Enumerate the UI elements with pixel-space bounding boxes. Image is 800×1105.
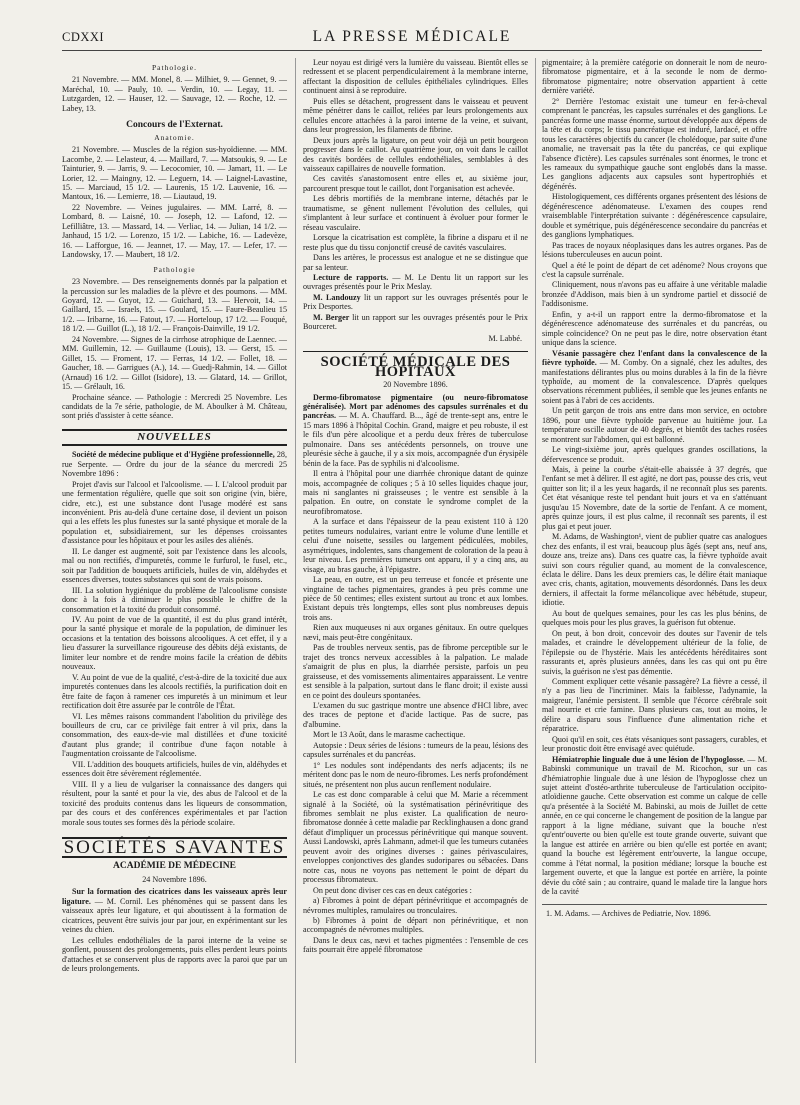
section-date: 20 Novembre 1896. — [383, 380, 448, 390]
paragraph: Quoi qu'il en soit, ces états vésaniques sont passagers, curables, et leur pronostic doit être envisagé avec quiétude. — [542, 734, 767, 754]
article-text: — M. Le Dentu lit un rapport sur les ouvrages présentés pour le Prix Meslay. — [303, 272, 529, 292]
paragraph: Les cellules endothéliales de la paroi interne de la veine se gonflent, poussent des prolongements, puis elles perdent leurs points d'attaches et se conservent plus de rapports avec la paroi que par un de leurs prolongements. — [62, 935, 287, 973]
article-text: 28, rue Serpente. — Ordre du jour de la séance du mercredi 25 Novembre 1896 : — [62, 450, 287, 479]
section-heading: SOCIÉTÉ MÉDICALE DES HOPITAUX — [303, 351, 528, 377]
paragraph: Pas de troubles nerveux sentis, pas de fibrome perceptible sur le trajet des troncs nerveux accessibles à la palpation. Le malade s'amaigrit de plus en plus, la diarrhée persiste, parfois un peu graisseuse, et des vomissements alimentaires apparaissent. Le ventre est sensible à la palpation, surtout dans le flanc droit; il existe aussi en ce point des douleurs spontanées. — [303, 643, 528, 700]
paragraph: 21 Novembre. — Muscles de la région sus-hyoïdienne. — MM. Lacombe, 2. — Lelasteur, 4. — Maillard, 7. — Matsoukis, 9. — Le Tainturier, 9. — Jarris, 9. — Lecocomier, 10. — Jamart, 11. — Le Lorier, 12. — Maingny, 12. — Leguern, 14. — Laignel-Lavastine, 15. — Marciaud, 15 1/2. — Laurenis, 15 1/2. Lauvenie, 16. — Mantoux, 16. — Lemierre, 18. — Liautaud, 19. — [62, 145, 287, 202]
paragraph: Le vingt-sixième jour, après quelques grandes oscillations, la défervescence se produit. — [542, 445, 767, 464]
section-heading: Concours de l'Externat. — [126, 120, 223, 131]
paragraph: On peut, à bon droit, concevoir des doutes sur l'avenir de tels malades, et craindre le développement ultérieur de la folie, de l'épilepsie ou de l'hystérie. Mais les antécédents héréditaires sont rassurants et, après plusieurs années, dans les cas qui ont pu être suivis, la guérison ne s'est pas démentie. — [542, 628, 767, 676]
paragraph: II. Le danger est augmenté, soit par l'existence dans les alcools, mal ou non rectifiés, d'impuretés, comme le furfurol, le fusel, etc., soit par l'addition de bouquets artificiels, huiles de vin, aldéhydes et essences diverses, toutes substances qui sont de vrais poisons. — [62, 546, 287, 585]
section-heading: Pathologie. — [152, 63, 197, 72]
paragraph: Lorsque la cicatrisation est complète, la fibrine a disparu et il ne reste plus que du tissu conjonctif creusé de cavités vasculaires. — [303, 233, 528, 252]
paragraph: Puis elles se détachent, progressent dans le vaisseau et peuvent même pénétrer dans le caillot, reliées par leurs prolongements aux cellules encore attachées à la paroi interne de la veine, et suivant, dans leur progression, les filaments de fibrine. — [303, 96, 528, 135]
paragraph: 2° Derrière l'estomac existait une tumeur en fer-à-cheval comprenant le pancréas, les capsules surrénales et des ganglions. Le pancréas forme une masse énorme, surtout développée aux dépens de la tête et du corps; le tissu pancréatique est induré, lardacé, et offre tous les caractères objectifs du cancer (le cholédoque, par suite d'une anomalie, ne traversait pas la tête du pancréas, ce qui explique l'absence d'ictère). Les capsules surrénales sont énormes, le tronc et les rameaux du sympathique gauche sont englobés dans la masse. Les ganglions adjacents aux capsules sont hypertrophiés et dégénérés. — [542, 96, 767, 191]
article-title: Sur la formation des cicatrices dans les vaisseaux après leur ligature. — [62, 887, 287, 906]
paragraph: La peau, en outre, est un peu terreuse et foncée et présente une vingtaine de taches pigmentaires, grandes à peu près comme une pièce de 50 centimes; elles existent surtout au tronc et aux lombes. Existant depuis très longtemps, elles sont plus nombreuses depuis trois ans. — [303, 575, 528, 622]
speaker-name: M. Landouzy — [313, 292, 361, 302]
column-divider — [535, 58, 536, 1063]
header-rule — [62, 50, 762, 51]
subsection-heading: Anatomie. — [154, 132, 195, 142]
paragraph: Mort le 13 Août, dans le marasme cachectique. — [313, 730, 466, 740]
paragraph: M. Adams, de Washington¹, vient de publier quatre cas analogues chez des enfants, il est vrai, beaucoup plus âgés (sept ans, neuf ans, douze ans, treize ans). Dans ces quatre cas, la fièvre typhoïde avait suivi son cours régulier quand, au moment de la convalescence, éclata le délire. Dans les deux premiers cas, le délire était maniaque avec cris, chants, agitation, mouvements désordonnés. Dans les deux derniers, il affectait la forme mélancolique avec hébétude, stupeur, idiotie. — [542, 532, 767, 608]
paragraph: Leur noyau est dirigé vers la lumière du vaisseau. Bientôt elles se redressent et se placent perpendiculairement à la membrane interne, affectant la disposition de cellules épithéliales cylindriques. Elles continuent ainsi à se reproduire. — [303, 58, 528, 96]
paragraph: 1° Les nodules sont indépendants des nerfs adjacents; ils ne méritent donc pas le nom de neuro-fibromes. Les nerfs profondément situés, ne présentent non plus aucun renflement nodulaire. — [303, 760, 528, 789]
paragraph: Pas traces de noyaux néoplasiques dans les autres organes. Pas de lésions tuberculeuses en aucun point. — [542, 240, 767, 260]
paragraph: 21 Novembre. — MM. Monel, 8. — Milhiet, 9. — Gennet, 9. — Maréchal, 10. — Pauly, 10. — Verdin, 10. — Legay, 11. — Lutzgarden, 12. — Hauser, 12. — Sauvage, 12. — Roche, 12. — Labey, 13. — [62, 75, 287, 113]
article-title: Hémiatrophie linguale due à une lésion de l'hypoglosse. — [552, 754, 745, 764]
paragraph: 23 Novembre. — Des renseignements donnés par la palpation et la percussion sur les maladies de la plèvre et des poumons. — MM. Goyard, 12. — Guyot, 12. — Guichard, 13. — Hervoit, 14. — Gaillard, 15. — Israels, 15. — Goulard, 15. — Faure-Beaulieu 15 1/2. — Iribarne, 16. — Fatout, 17. — Horteloup, 17 1/2. — Fouqué, 18 1/2. — Guillot (L.), 18 1/2. — François-Dainville, 19 1/2. — [62, 277, 287, 334]
article-text: lit un rapport sur les ouvrages présentés pour le Prix Desportes. — [303, 292, 528, 312]
column-divider — [295, 58, 296, 1063]
paragraph — [542, 755, 767, 897]
article-text: — M. Babinski communique un travail de M. Ricochon, sur un cas d'hémiatrophie linguale due à une lésion de l'hypoglosse chez un sujet atteint d'ostéo-arthrite tuberculeuse de l'articulation occipito-atloïdienne gauche. Cette observation est comme un calque de celle qu'a présentée à la Société M. Babinski, au mois de Juillet de cette année, en ce qui concerne le changement de position de la langue par rapport à la ligne médiane, suivant que la bouche n'est qu'entr'ouverte ou bien qu'elle est toute grande ouverte, suivant que la langue est attirée en arrière ou bien qu'elle est portée en avant; quand la bouche est légèrement entr'ouverte, la langue occupe, comme à l'état normal, la position médiane; lorsque la bouche est largement ouverte, et que la langue est portée en arrière, la pointe dévie du côté sain ; au contraire, quand le malade tire la langue hors de la cavité — [542, 754, 767, 896]
paragraph: Il entra à l'hôpital pour une diarrhée chronique datant de quinze mois, accompagnée de coliques ; 5 à 10 selles liquides chaque jour, mais ni sanglantes ni graisseuses ; le ventre est sensible à la palpation. En outre, on constate le syndrome complet de la neurofibromatose. — [303, 469, 528, 516]
journal-title: LA PRESSE MÉDICALE — [312, 28, 512, 45]
paragraph — [303, 393, 528, 469]
paragraph: b) Fibromes à point de départ non périnévritique, et non accompagnés de névromes multiples. — [303, 915, 528, 935]
paragraph: pigmentaire; à la première catégorie on donnerait le nom de neuro-fibromatose pigmentaire, et à la seconde le nom de dermo-fibromatose pigmentaire; notre observation appartient à cette dernière variété. — [542, 58, 767, 96]
paragraph — [62, 450, 287, 478]
page-header — [62, 26, 762, 50]
paragraph: Quel a été le point de départ de cet adénome? Nous croyons que c'est la capsule surrénale. — [542, 260, 767, 279]
paragraph: Prochaine séance. — Pathologie : Mercredi 25 Novembre. Les candidats de la 7e série, pathologie, de M. Aboulker à M. Château, sont priés d'assister à cette séance. — [62, 392, 287, 421]
column-right — [542, 58, 767, 919]
paragraph — [303, 293, 528, 312]
article-title: Vésanie passagère chez l'enfant dans la convalescence de la fièvre typhoïde. — [542, 348, 767, 368]
paragraph: On peut donc diviser ces cas en deux catégories : — [313, 885, 472, 895]
section-banner: SOCIÉTÉS SAVANTES — [63, 836, 286, 858]
paragraph: 22 Novembre. — Veines jugulaires. — MM. Larré, 8. — Lombard, 8. — Laisné, 10. — Joseph, 12. — Lafond, 12. — Lefilliâtre, 13. — Massard, 14. — Verliac, 14. — Julian, 14 1/2. — Janhaud, 15 1/2. — Lorenzo, 15 1/2. — Labiche, 16. — Ladevèze, 16. — Lafforgue, 16. — Jeannet, 17. — May, 17. — Lefer, 17. — Landowsky, 17. — Maubert, 18 1/2. — [62, 202, 287, 260]
paragraph: a) Fibromes à point de départ périnévritique et accompagnés de névromes multiples, ramulaires ou tronculaires. — [303, 896, 528, 915]
paragraph: A la surface et dans l'épaisseur de la peau existent 110 à 120 petites tumeurs nodulaires, variant entre le volume d'une lentille et celui d'une noisette, sessiles ou largement pédiculées, mobiles, asymétriques, indolentes, sans changement de coloration de la peau à leur niveau. Les premières tumeurs ont apparu, il y a cinq ans, au visage, au bras gauche, à l'épigastre. — [303, 517, 528, 574]
column-middle — [303, 58, 528, 956]
paragraph: Enfin, y a-t-il un rapport entre la dermo-fibromatose et la dégénérescence adénomateuse des surrénales et du pancréas, ou simple coïncidence? On ne peut pas le dire, notre observation étant unique dans la science. — [542, 309, 767, 348]
paragraph — [62, 887, 287, 934]
paragraph: Dans le deux cas, nævi et taches pigmentées : l'ensemble de ces faits pourrait être appelé fibromatose — [303, 935, 528, 955]
paragraph: Dans les artères, le processus est analogue et ne se distingue que par sa lenteur. — [303, 253, 528, 272]
article-text: — M. Cornil. Les phénomènes qui se passent dans les vaisseaux après leur ligature, et qui aboutissent à la formation de cicatrices, peuvent être suivis jour par jour, en expérimentant sur les veines du chien. — [62, 896, 287, 935]
paragraph: Le cas est donc comparable à celui que M. Marie a récemment signalé à la Société, où la systématisation périnévritique des fibromes semblait ne plus exister. La qualification de neuro-fibromatose donnée à cette maladie par Recklinghausen a donc grand défaut d'impliquer un processus périnévritique qui manque souvent. Aussi Landowski, après Lahmann, admet-il que les tumeurs cutanées peuvent avoir des origines diverses : gaines périvasculaires, enveloppes conjonctives des glandes sudoripares ou sébacées. Dans notre cas, nous ne voyons pas nettement le point de départ du processus fibromateux. — [303, 790, 528, 885]
paragraph: Rien aux muqueuses ni aux organes génitaux. En outre quelques nævi, mais peut-être congénitaux. — [303, 623, 528, 642]
paragraph: III. La solution hygiénique du problème de l'alcoolisme consiste donc à la fois à diminuer le plus possible le chiffre de la consommation et la toxité du produit consommé. — [62, 585, 287, 614]
paragraph: Ces cavités s'anastomosent entre elles et, au sixième jour, parcourent presque tout le caillot, dont l'organisation est achevée. — [303, 174, 528, 193]
footnote: 1. M. Adams. — Archives de Pediatrie, Nov. 1896. — [542, 904, 767, 918]
article-text: — M. A. Chauffard. B..., âgé de trente-sept ans, entre le 15 mars 1896 à l'hôpital Cochin. Grand, maigre et peu robuste, il est le fils d'un père alcoolique et a perdu deux frères de tuberculose pulmonaire. Dans ses antécédents personnels, on trouve une pleurésie sèche à gauche, il y a six mois, accompagnée d'un érysipèle bénin de la face. Pas de syphilis ni d'alcoolisme. — [303, 411, 528, 468]
paragraph — [542, 349, 767, 406]
paragraph: Au bout de quelques semaines, pour les cas les plus bénins, de quelques mois pour les plus graves, la guérison fut obtenue. — [542, 608, 767, 628]
subsection-heading: Pathologie — [153, 264, 196, 274]
paragraph: VI. Les mêmes raisons commandent l'abolition du privilège des bouilleurs de cru, car ce privilège fait entrer à vil prix, dans la consommation, des eaux-de-vie mal distillées et d'une toxicité d'autant plus grande; il contribue d'une façon notable à l'augmentation croissante de l'alcoolisme. — [62, 711, 287, 759]
article-title: Lecture de rapports. — [313, 272, 389, 282]
article-text: lit un rapport sur les ouvrages présentés pour le Prix Bourceret. — [303, 312, 528, 332]
paragraph: IV. Au point de vue de la quantité, il est du plus grand intérêt, pour la santé physique et morale de la population, de diminuer les occasions et la tentation des boissons alcooliques. A cet effet, il y a lieu d'assurer la surveillance rigoureuse des débits déjà existants, de limiter leur nombre et de rendre moins facile la création de débits nouveaux. — [62, 615, 287, 672]
article-text: — M. Comby. On a signalé, chez les adultes, des manifestations délirantes plus ou moins durables à la fin de la fièvre typhoïde, au moment de la convalescence. D'après quelques observations récemment publiées, il semble que les jeunes enfants ne soient pas à l'abri de ces accidents. — [542, 358, 767, 405]
paragraph: VII. L'addition des bouquets artificiels, huiles de vin, aldéhydes et essences doit être sévèrement réglementée. — [62, 759, 287, 779]
news-heading: NOUVELLES — [62, 429, 287, 446]
signature: M. Labbé. — [488, 333, 522, 343]
paragraph — [303, 273, 528, 292]
paragraph: L'examen du suc gastrique montre une absence d'HCl libre, avec des traces de peptone et d'acide lactique. Pas de sucre, pas d'albumine. — [303, 701, 528, 729]
paragraph: Histologiquement, ces différents organes présentent des lésions de dégénérescence adénomateuse. L'examen des coupes rend vraisemblable l'interprétation suivante : dégénérescence capsulaire, double et symétrique, puis dégénérescence secondaire du pancréas et des ganglions lymphatiques. — [542, 192, 767, 240]
paragraph: 24 Novembre. — Signes de la cirrhose atrophique de Laennec. — MM. Guillemin, 12. — Guillaume (Louis), 13. — Gerst, 15. — Gillet, 15. — Froment, 17. — Ferras, 14 1/2. — Follet, 18. — Gaucher, 18. — Garrigues (A.), 14. — Guedj-Rahmin, 14. — Gillot (Arnaud) 16 1/2. — Gillot (Isidore), 13. — Glatard, 14. — Grillot, 15. — Grélault, 16. — [62, 334, 287, 392]
paragraph: Les débris mortifiés de la membrane interne, détachés par le traumatisme, se gênent nullement l'évolution des cellules, qui s'implantent à leur surface et continuent à évoluer pour former le réseau vasculaire. — [303, 194, 528, 232]
paragraph — [303, 313, 528, 332]
section-heading: ACADÉMIE DE MÉDECINE — [113, 861, 236, 872]
paragraph: Autopsie : Deux séries de lésions : tumeurs de la peau, lésions des capsules surrénales et du pancréas. — [303, 740, 528, 760]
paragraph: V. Au point de vue de la qualité, c'est-à-dire de la toxicité due aux impuretés contenues dans les alcools rectifiés, la purification doit en être faite de façon à ramener ces impuretés à un minimum et leur rectification doit être assurée par le contrôle de l'État. — [62, 672, 287, 711]
section-date: 24 Novembre 1896. — [142, 874, 207, 884]
article-title: Dermo-fibromatose pigmentaire (ou neuro-fibromatose généralisée). Mort par adénomes des capsules surrénales et du pancréas. — [303, 392, 528, 421]
paragraph: Cliniquement, nous n'avons pas eu affaire à une véritable maladie bronzée d'Addison, mais bien à un syndrome partiel et dissocié de l'addisonisme. — [542, 280, 767, 309]
speaker-name: M. Berger — [313, 312, 350, 322]
column-left — [62, 58, 287, 974]
paragraph: Un petit garçon de trois ans entre dans mon service, en octobre 1896, pour une fièvre typhoïde parvenue au huitième jour. La température oscille autour de 40 degrés, et bientôt des taches rosées se montrent sur l'abdomen, qui est ballonné. — [542, 406, 767, 444]
page-number: CDXXI — [62, 30, 105, 44]
paragraph: Comment expliquer cette vésanie passagère? La fièvre a cessé, il n'y a pas lieu de l'incriminer. Mais la faiblesse, l'adynamie, la maigreur, l'anémie persistent. Il semble que l'écorce cérébrale soit mal nourrie et crie famine. Dans plusieurs cas, tout au moins, le délire a disparu sous l'influence d'une alimentation riche et réparatrice. — [542, 677, 767, 734]
paragraph: Projet d'avis sur l'alcool et l'alcoolisme. — I. L'alcool produit par une fermentation régulière, quelle que soit son origine (vin, bière, cidre, etc.), est une substance dont l'usage modéré est sans inconvénient. Pris au-delà d'une certaine dose, il devient un poison qui a les effets les plus funestes sur la santé physique et morale de la population et, subsidiairement, sur les dépenses croissantes d'assistance pour les hôpitaux et pour les asiles des aliénés. — [62, 479, 287, 546]
paragraph: Deux jours après la ligature, on peut voir déjà un petit bourgeon progresser dans le caillot. Au quatrième jour, on voit dans le caillot des cavités bordées de cellules endothéliales, semblables à des vaisseaux capillaires de nouvelle formation. — [303, 135, 528, 173]
paragraph: Mais, à peine la courbe s'était-elle abaissée à 37 degrés, que l'enfant se met à délirer. Il est agité, ne dort pas, pousse des cris, veut quitter son lit; il a les yeux hagards, il ne reconnaît plus ses parents. Cet état vésanique reste tel pendant huit jours et va en s'atténuant jusqu'au 15 Novembre, date de la sortie de l'enfant. A ce moment, après quinze jours, il est plus calme, il reconnaît ses parents, il est plus gai et peut jouer. — [542, 465, 767, 531]
paragraph: VIII. Il y a lieu de vulgariser la connaissance des dangers qui résultent, pour la santé et pour la vie, des abus de l'alcool et de la toxicité des produits contenus dans les liqueurs de consommation, par des cours et des conférences expérimentales et par l'action morale sous toutes ses formes dès la période scolaire. — [62, 779, 287, 827]
article-title: Société de médecine publique et d'Hygiène professionnelle, — [72, 450, 275, 460]
